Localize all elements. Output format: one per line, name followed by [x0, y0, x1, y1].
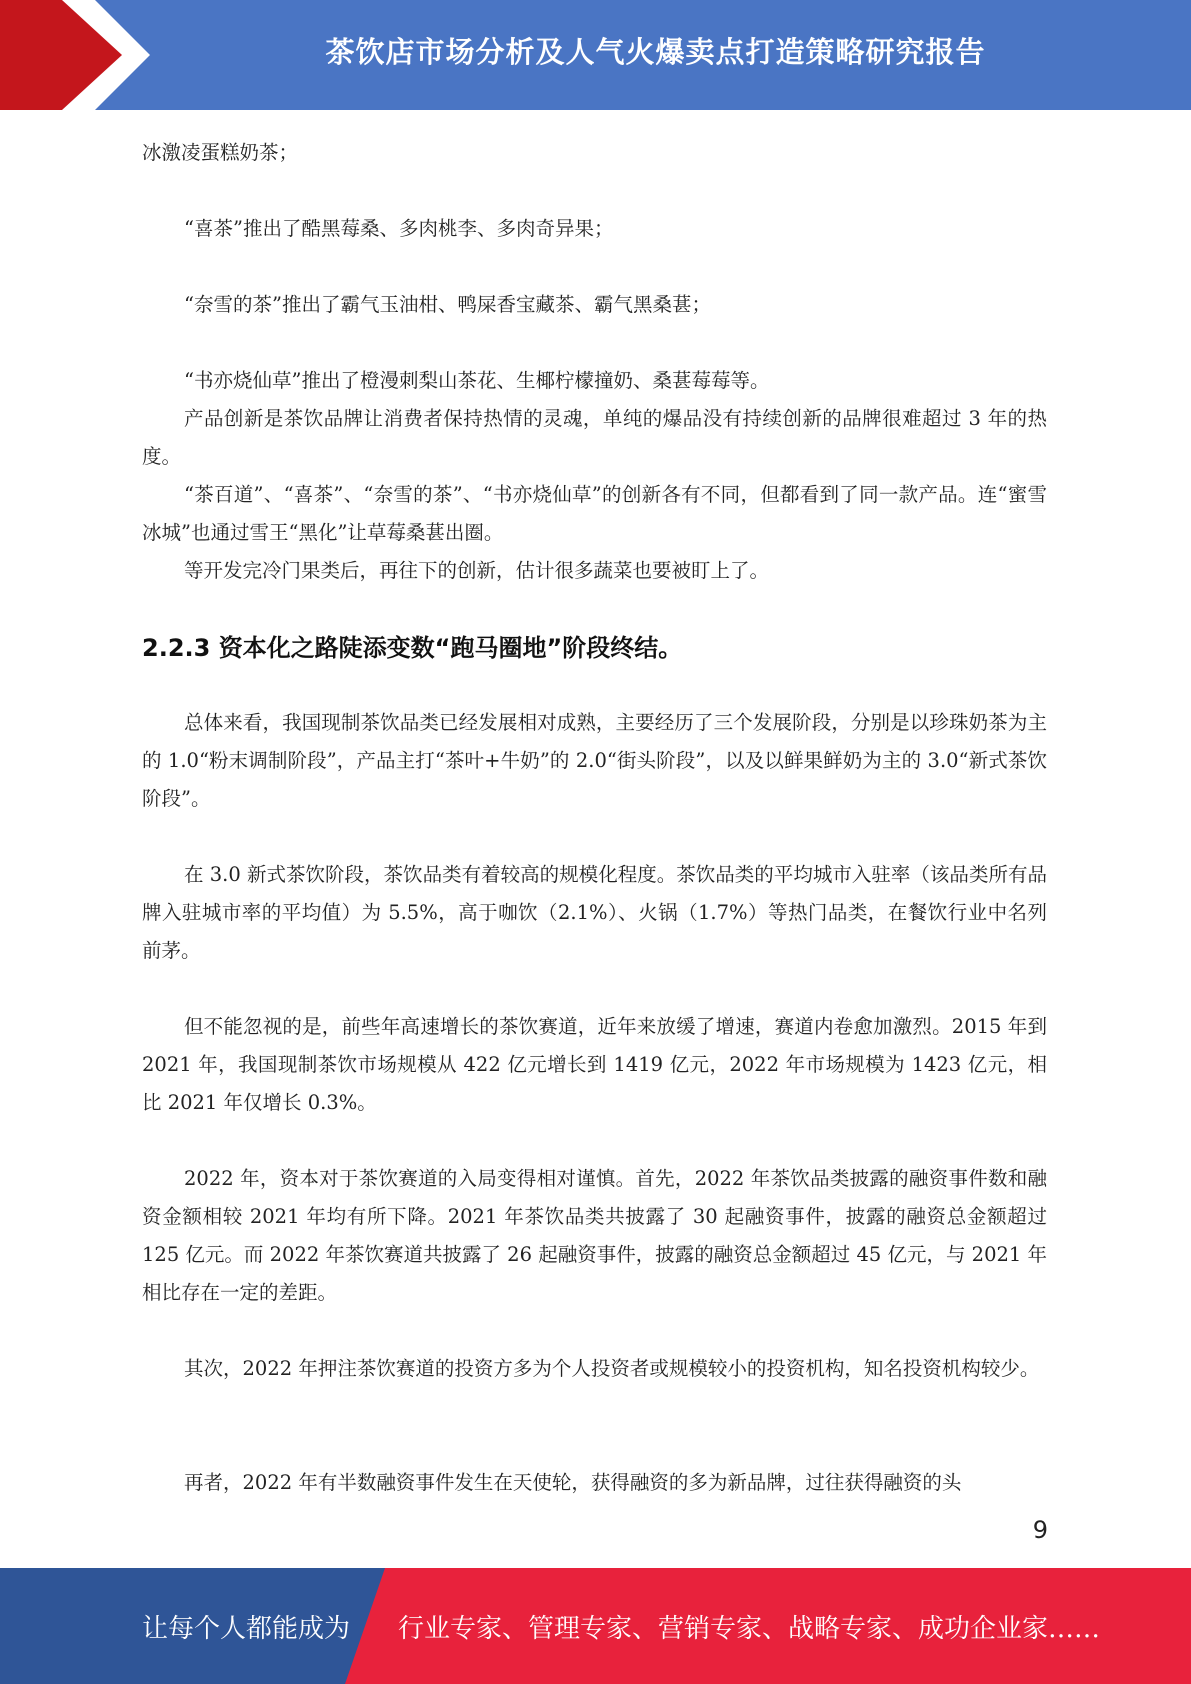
paragraph-13: 再者，2022 年有半数融资事件发生在天使轮，获得融资的多为新品牌，过往获得融资的头 [184, 1471, 962, 1494]
paragraph-12: 其次，2022 年押注茶饮赛道的投资方多为个人投资者或规模较小的投资机构，知名投资机构较少。 [184, 1357, 1040, 1380]
paragraph-9: 在 3.0 新式茶饮阶段，茶饮品类有着较高的规模化程度。茶饮品类的平均城市入驻率（该品类所有品牌入驻城市率的平均值）为 5.5%，高于咖饮（2.1%）、火锅（1.7%）等热门品类，在餐饮行业中名列前茅。 [142, 863, 1047, 962]
paragraph-2: “喜茶”推出了酷黑莓桑、多肉桃李、多肉奇异果； [184, 217, 614, 240]
page-header [0, 0, 1191, 110]
paragraph-8: 总体来看，我国现制茶饮品类已经发展相对成熟，主要经历了三个发展阶段，分别是以珍珠奶茶为主的 1.0“粉末调制阶段”，产品主打“茶叶+牛奶”的 2.0“街头阶段”，以及以鲜果鲜奶为主的 3.0“新式茶饮阶段”。 [142, 711, 1047, 810]
page-number: 9 [1032, 1516, 1048, 1544]
paragraph-5: 产品创新是茶饮品牌让消费者保持热情的灵魂，单纯的爆品没有持续创新的品牌很难超过 3 年的热度。 [142, 407, 1047, 468]
paragraph-1: 冰激凌蛋糕奶茶； [142, 141, 299, 164]
header-arrow-graphic [0, 0, 160, 110]
footer-slogan-right: 行业专家、管理专家、营销专家、战略专家、成功企业家…… [398, 1613, 1101, 1644]
footer-slogan-left: 让每个人都能成为 [142, 1613, 351, 1644]
paragraph-3: “奈雪的茶”推出了霸气玉油柑、鸭屎香宝藏茶、霸气黑桑葚； [184, 293, 711, 316]
paragraph-4: “书亦烧仙草”推出了橙漫刺梨山茶花、生椰柠檬撞奶、桑葚莓莓等。 [184, 369, 770, 392]
report-title: 茶饮店市场分析及人气火爆卖点打造策略研究报告 [325, 34, 986, 69]
paragraph-6: “茶百道”、“喜茶”、“奈雪的茶”、“书亦烧仙草”的创新各有不同，但都看到了同一款产品。连“蜜雪冰城”也通过雪王“黑化”让草莓桑葚出圈。 [142, 483, 1047, 544]
paragraph-11: 2022 年，资本对于茶饮赛道的入局变得相对谨慎。首先，2022 年茶饮品类披露的融资事件数和融资金额相较 2021 年均有所下降。2021 年茶饮品类共披露了 30 起融资事件，披露的融资总金额超过 125 亿元。而 2022 年茶饮赛道共披露了 26 起融资事件，披露的融资总金额超过 45 亿元，与 2021 年相比存在一定的差距。 [142, 1167, 1047, 1304]
page-footer [0, 1568, 1191, 1684]
paragraph-7: 等开发完冷门果类后，再往下的创新，估计很多蔬菜也要被盯上了。 [184, 559, 770, 582]
section-heading: 2.2.3 资本化之路陡添变数“跑马圈地”阶段终结。 [142, 634, 683, 662]
paragraph-10: 但不能忽视的是，前些年高速增长的茶饮赛道，近年来放缓了增速，赛道内卷愈加激烈。2015 年到 2021 年，我国现制茶饮市场规模从 422 亿元增长到 1419 亿元，2022 年市场规模为 1423 亿元，相比 2021 年仅增长 0.3%。 [142, 1015, 1047, 1114]
